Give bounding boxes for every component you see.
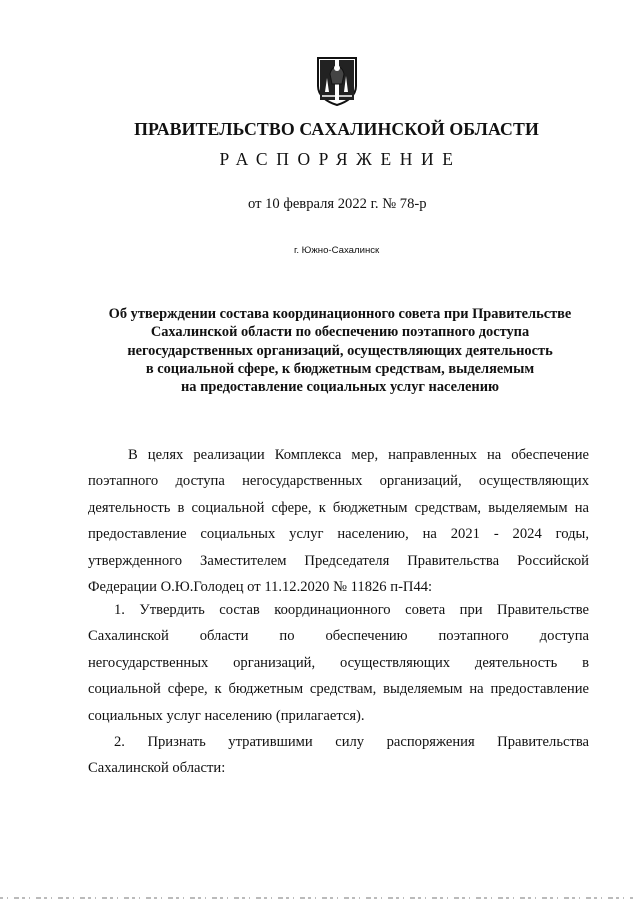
text-line: 1. Утвердить состав координационного совета при Правительстве (114, 602, 589, 618)
title-line: Об утверждении состава координационного совета при Правительстве (108, 306, 572, 322)
date-number: от 10 февраля 2022 г. № 78-р (248, 196, 427, 212)
text-line: Федерации О.Ю.Голодец от 11.12.2020 № 11826 п-П44: (88, 579, 433, 596)
text-line: Сахалинской области по обеспечению поэтапного доступа (88, 628, 589, 645)
paragraph-preamble (88, 442, 589, 600)
paragraph-item-1 (88, 597, 589, 729)
paragraph-item-2 (88, 729, 589, 782)
title-line: на предоставление социальных услуг населению (181, 379, 499, 396)
title-line: Сахалинской области по обеспечению поэтапного доступа (150, 324, 530, 341)
coat-of-arms-icon (314, 56, 360, 106)
text-line: деятельность в социальной сфере, к бюджетным средствам, выделяемым на (88, 499, 589, 516)
text-line: В целях реализации Комплекса мер, направленных на обеспечение (128, 447, 589, 463)
text-line: предоставление социальных услуг населению, на 2021 - 2024 годы, (88, 526, 589, 543)
title-line: негосударственных организаций, осуществляющих деятельность (127, 342, 553, 359)
organization-name: ПРАВИТЕЛЬСТВО САХАЛИНСКОЙ ОБЛАСТИ (134, 119, 539, 139)
text-line: негосударственных организаций, осуществляющих деятельность в (88, 654, 589, 671)
text-line: поэтапного доступа негосударственных организаций, осуществляющих (88, 473, 589, 490)
text-line: социальных услуг населению (прилагается). (88, 707, 365, 724)
text-line: Сахалинской области: (88, 760, 226, 777)
text-line: утвержденного Заместителем Председателя Правительства Российской (88, 552, 589, 569)
document-title (90, 305, 590, 396)
title-line: в социальной сфере, к бюджетным средствам, выделяемым (145, 360, 535, 377)
document-type: РАСПОРЯЖЕНИЕ (219, 149, 462, 169)
text-line: социальной сфере, к бюджетным средствам, выделяемым на предоставление (88, 681, 589, 698)
city: г. Южно-Сахалинск (294, 245, 380, 256)
scan-artifact-bottom (0, 888, 633, 905)
text-line: 2. Признать утратившими силу распоряжения Правительства (114, 734, 589, 750)
